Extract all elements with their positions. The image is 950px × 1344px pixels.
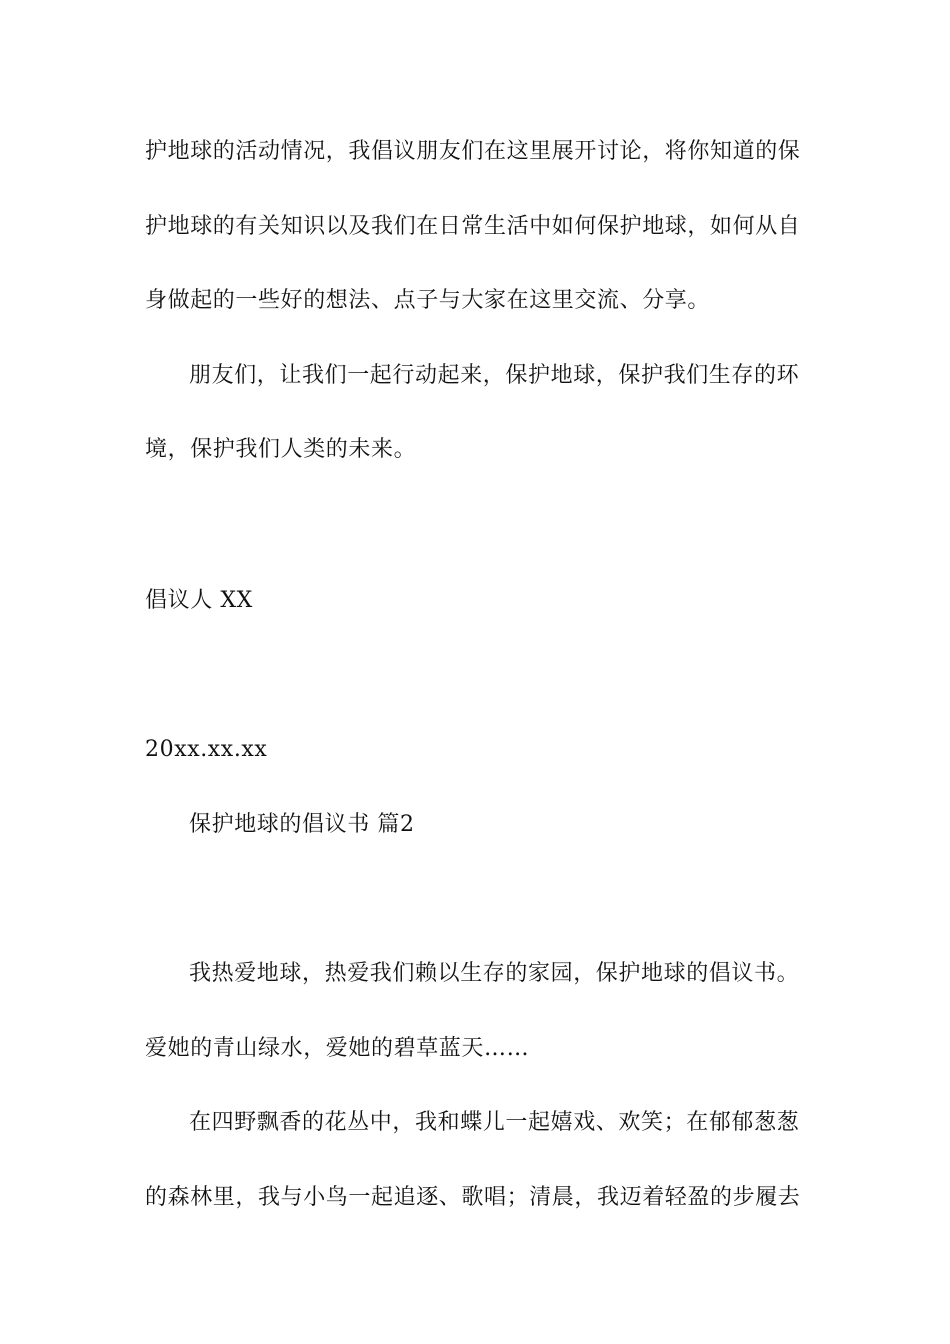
paragraph-line: 我热爱地球，热爱我们赖以生存的家园，保护地球的倡议书。 (189, 961, 800, 986)
paragraph-line: 爱她的青山绿水，爱她的碧草蓝天…… (145, 1036, 530, 1061)
paragraph-line: 的森林里，我与小鸟一起追逐、歌唱；清晨，我迈着轻盈的步履去 (145, 1185, 801, 1210)
paragraph-line: 境，保护我们人类的未来。 (145, 437, 417, 462)
paragraph-line: 护地球的有关知识以及我们在日常生活中如何保护地球，如何从自 (145, 214, 801, 239)
section-heading: 保护地球的倡议书 篇2 (189, 812, 415, 837)
paragraph-line: 护地球的活动情况，我倡议朋友们在这里展开讨论，将你知道的保 (145, 139, 801, 164)
paragraph-line: 身做起的一些好的想法、点子与大家在这里交流、分享。 (145, 288, 711, 313)
date-line: 20xx.xx.xx (145, 737, 268, 762)
signature-line: 倡议人 XX (145, 588, 253, 613)
paragraph-line: 朋友们，让我们一起行动起来，保护地球，保护我们生存的环 (189, 363, 800, 388)
paragraph-line: 在四野飘香的花丛中，我和蝶儿一起嬉戏、欢笑；在郁郁葱葱 (189, 1110, 800, 1135)
